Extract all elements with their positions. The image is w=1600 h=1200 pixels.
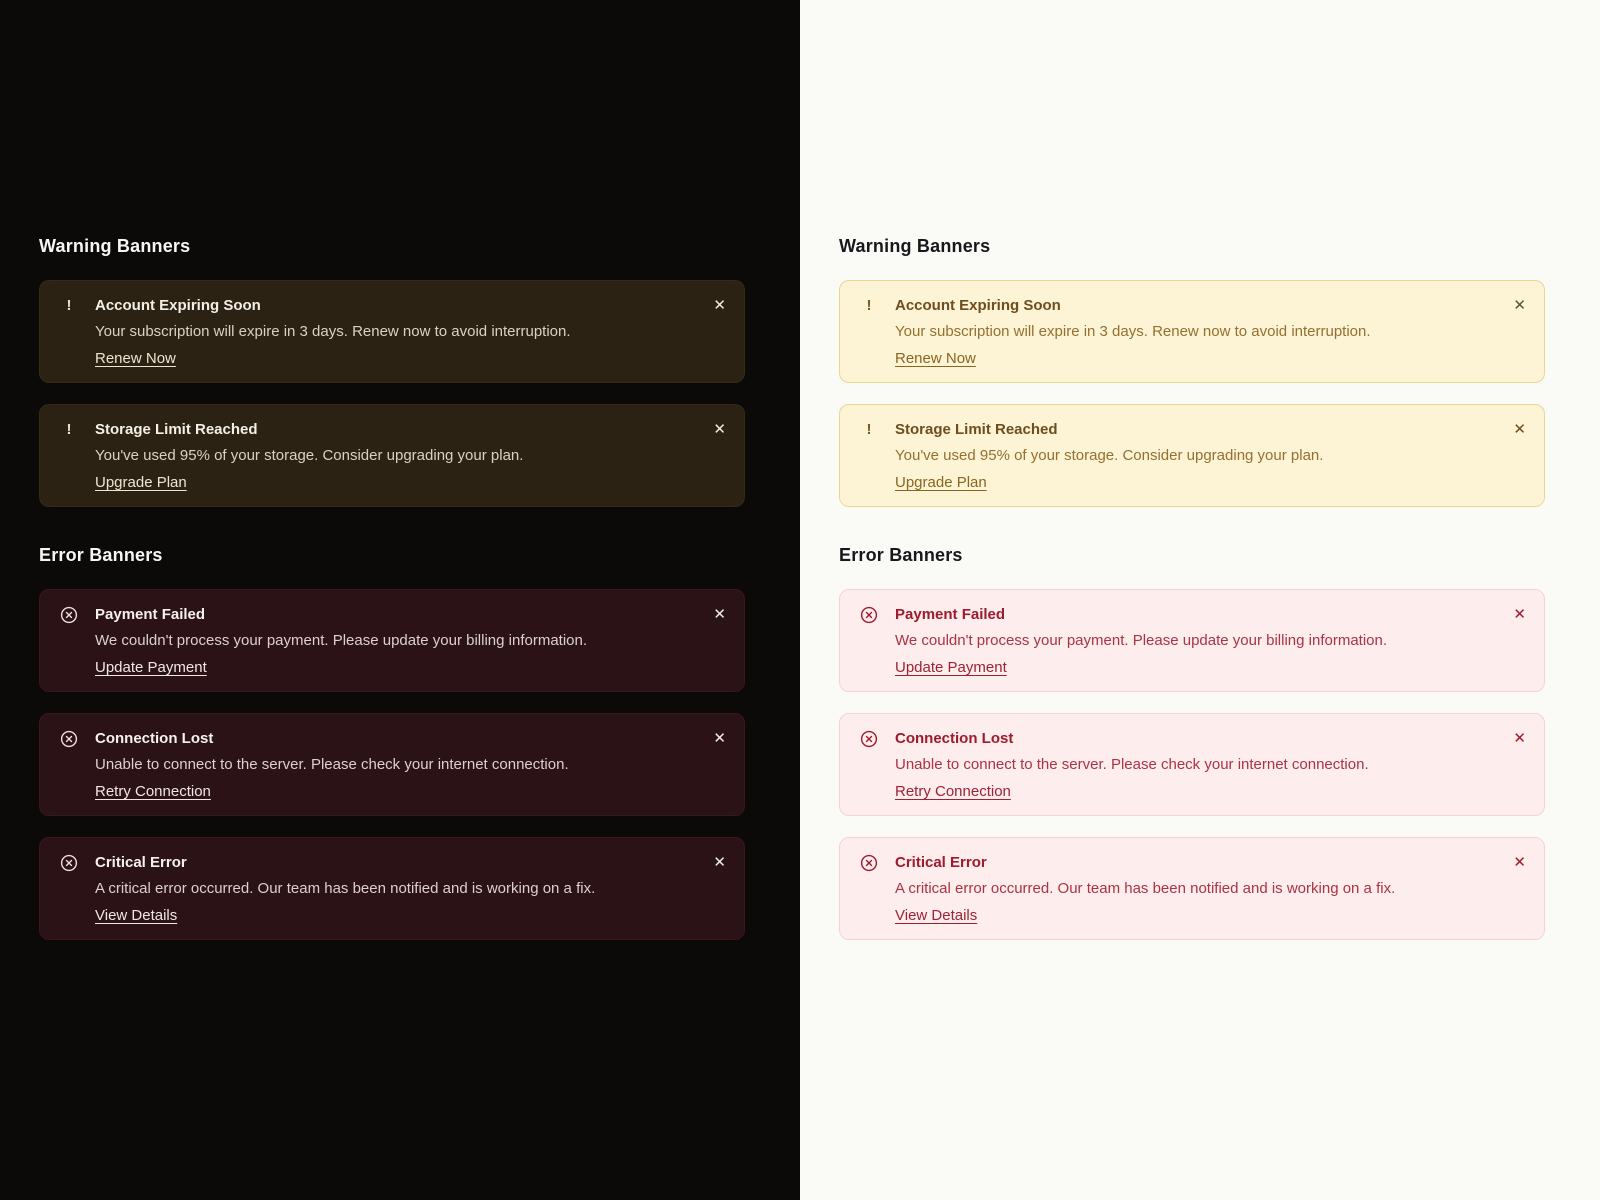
banner-title: Storage Limit Reached — [895, 421, 1058, 438]
close-icon[interactable]: ✕ — [1513, 297, 1526, 314]
retry-connection-link[interactable]: Retry Connection — [895, 783, 1011, 800]
error-circle-x-icon — [860, 605, 878, 624]
close-icon[interactable]: ✕ — [713, 421, 726, 438]
error-section-heading: Error Banners — [839, 545, 963, 565]
warning-banner-storage-limit — [39, 404, 745, 507]
warning-exclamation-icon: ! — [66, 297, 72, 314]
view-details-link[interactable]: View Details — [895, 907, 978, 924]
close-icon[interactable]: ✕ — [713, 606, 726, 623]
banner-message: We couldn't process your payment. Please update your billing information. — [895, 632, 1388, 649]
warning-exclamation-icon: ! — [66, 421, 72, 438]
upgrade-plan-link[interactable]: Upgrade Plan — [895, 474, 987, 491]
error-banner-connection-lost — [39, 713, 745, 816]
close-icon[interactable]: ✕ — [1513, 606, 1526, 623]
warning-banner-account-expiring — [39, 280, 745, 383]
close-icon[interactable]: ✕ — [713, 297, 726, 314]
view-details-link[interactable]: View Details — [95, 907, 178, 924]
error-circle-x-icon — [860, 729, 878, 748]
banner-content — [895, 605, 1513, 678]
close-icon[interactable]: ✕ — [1513, 730, 1526, 747]
banner-content — [95, 853, 713, 926]
error-circle-x-icon — [60, 853, 78, 872]
banner-message: A critical error occurred. Our team has been notified and is working on a fix. — [95, 880, 596, 897]
update-payment-link[interactable]: Update Payment — [95, 659, 207, 676]
error-banner-payment-failed — [39, 589, 745, 692]
upgrade-plan-link[interactable]: Upgrade Plan — [95, 474, 187, 491]
banner-message: We couldn't process your payment. Please update your billing information. — [95, 632, 588, 649]
warning-banners-section — [839, 236, 1561, 507]
banner-content — [895, 853, 1513, 926]
warning-exclamation-icon: ! — [866, 297, 872, 314]
banner-content — [95, 729, 713, 802]
warning-section-heading: Warning Banners — [839, 236, 991, 256]
retry-connection-link[interactable]: Retry Connection — [95, 783, 211, 800]
banner-title: Critical Error — [895, 854, 987, 871]
banner-title: Account Expiring Soon — [95, 297, 261, 314]
error-banner-connection-lost — [839, 713, 1545, 816]
error-circle-x-icon — [60, 729, 78, 748]
close-icon[interactable]: ✕ — [1513, 854, 1526, 871]
banner-title: Critical Error — [95, 854, 187, 871]
banner-message: A critical error occurred. Our team has been notified and is working on a fix. — [895, 880, 1396, 897]
banner-title: Payment Failed — [895, 606, 1006, 623]
error-banner-critical-error — [39, 837, 745, 940]
banner-content — [895, 296, 1513, 369]
light-theme-panel — [800, 0, 1600, 1200]
banner-message: Your subscription will expire in 3 days. Renew now to avoid interruption. — [895, 323, 1371, 340]
banner-title: Account Expiring Soon — [895, 297, 1061, 314]
banner-title: Connection Lost — [95, 730, 214, 747]
error-banner-critical-error — [839, 837, 1545, 940]
error-banners-section — [839, 545, 1561, 940]
banner-message: Unable to connect to the server. Please check your internet connection. — [95, 756, 569, 773]
banner-title: Payment Failed — [95, 606, 206, 623]
warning-exclamation-icon: ! — [866, 421, 872, 438]
banner-message: You've used 95% of your storage. Consider upgrading your plan. — [895, 447, 1324, 464]
close-icon[interactable]: ✕ — [713, 730, 726, 747]
banner-content — [95, 605, 713, 678]
banner-content — [895, 420, 1513, 493]
banner-content — [95, 420, 713, 493]
warning-banner-storage-limit — [839, 404, 1545, 507]
banner-message: You've used 95% of your storage. Consider upgrading your plan. — [95, 447, 524, 464]
banner-message: Your subscription will expire in 3 days. Renew now to avoid interruption. — [95, 323, 571, 340]
close-icon[interactable]: ✕ — [713, 854, 726, 871]
renew-now-link[interactable]: Renew Now — [95, 350, 176, 367]
banner-content — [95, 296, 713, 369]
warning-section-heading: Warning Banners — [39, 236, 191, 256]
error-circle-x-icon — [60, 605, 78, 624]
banner-content — [895, 729, 1513, 802]
warning-banner-account-expiring — [839, 280, 1545, 383]
close-icon[interactable]: ✕ — [1513, 421, 1526, 438]
warning-banners-section — [39, 236, 761, 507]
banner-title: Connection Lost — [895, 730, 1014, 747]
error-section-heading: Error Banners — [39, 545, 163, 565]
renew-now-link[interactable]: Renew Now — [895, 350, 976, 367]
banner-message: Unable to connect to the server. Please check your internet connection. — [895, 756, 1369, 773]
update-payment-link[interactable]: Update Payment — [895, 659, 1007, 676]
error-banner-payment-failed — [839, 589, 1545, 692]
error-banners-section — [39, 545, 761, 940]
error-circle-x-icon — [860, 853, 878, 872]
banner-title: Storage Limit Reached — [95, 421, 258, 438]
